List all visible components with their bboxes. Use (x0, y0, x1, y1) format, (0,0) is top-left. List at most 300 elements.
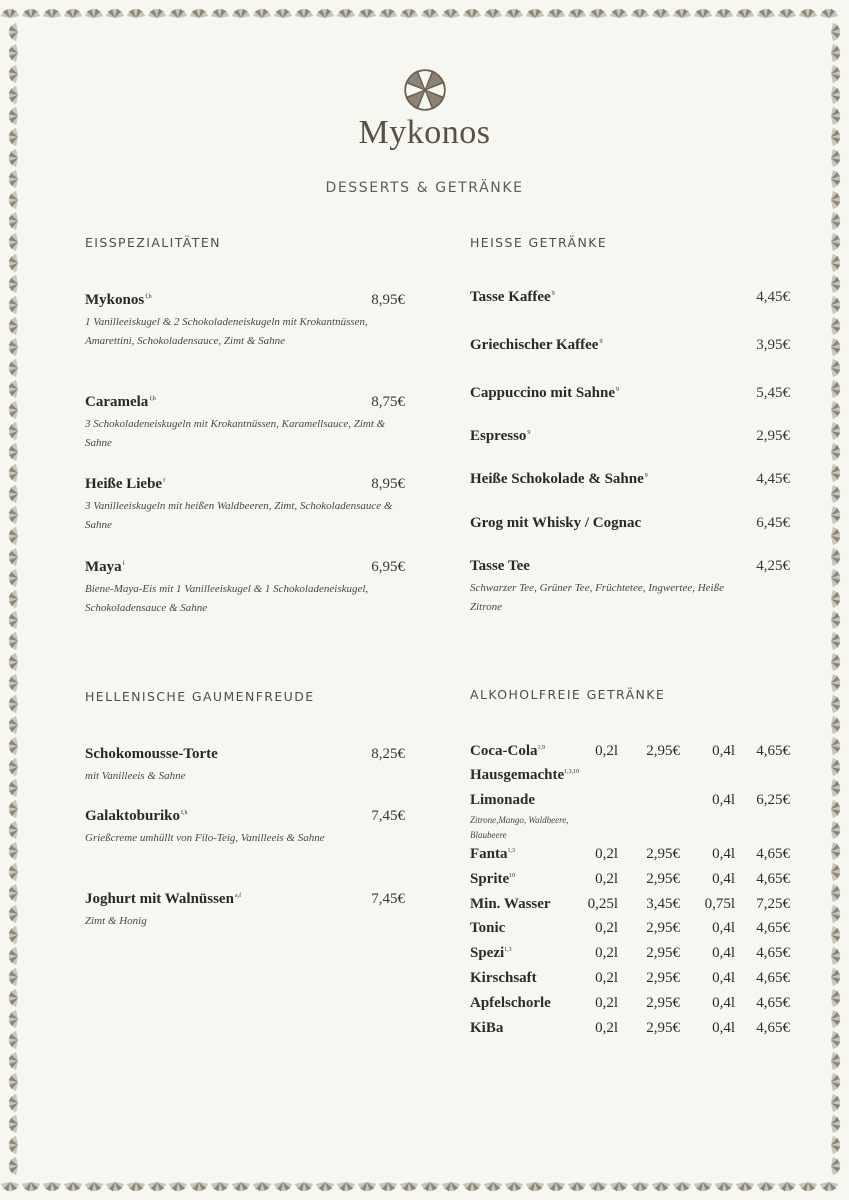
item-name: Heiße Liebe$^f$ (85, 476, 166, 492)
ornament-fan (9, 443, 21, 462)
ornament-fan (9, 44, 21, 63)
ornament-fan (9, 779, 21, 798)
section-title-eis: EISSPEZIALITÄTEN (85, 235, 221, 250)
ornament-fan (828, 863, 840, 882)
ornament-fan (400, 1179, 419, 1191)
large-price: 4,65€ (756, 945, 790, 961)
large-price: 4,65€ (756, 995, 790, 1011)
ornament-fan (828, 632, 840, 651)
ornament-fan (64, 9, 83, 21)
small-volume: 0,2l (595, 871, 618, 887)
ornament-fan (22, 9, 41, 21)
drink-name: KiBa (470, 1020, 504, 1036)
ornament-fan (9, 632, 21, 651)
drink-row (470, 846, 790, 868)
ornament-fan (828, 443, 840, 462)
ornament-fan (828, 212, 840, 231)
ornament-fan (715, 9, 734, 21)
small-volume: 0,2l (595, 743, 618, 759)
ornament-fan (442, 1179, 461, 1191)
large-volume: 0,4l (712, 871, 735, 887)
ornament-fan (799, 1179, 818, 1191)
large-volume: 0,4l (712, 970, 735, 986)
ornament-fan (828, 1157, 840, 1176)
ornament-fan (828, 422, 840, 441)
small-price: 3,45€ (646, 896, 680, 912)
drink-name: Limonade (470, 792, 536, 808)
large-volume: 0,4l (712, 1020, 735, 1036)
item-price: 4,25€ (756, 558, 790, 574)
ornament-fan (9, 275, 21, 294)
item-price: 7,45€ (371, 808, 405, 824)
ornament-fan (828, 548, 840, 567)
ornament-fan (43, 9, 62, 21)
ornament-fan (484, 9, 503, 21)
ornament-fan (22, 1179, 41, 1191)
ornament-fan (148, 9, 167, 21)
item-name: Mykonos$^{f,h}$ (85, 292, 152, 308)
item-name: Grog mit Whisky / Cognac (470, 515, 642, 531)
ornament-fan (828, 23, 840, 42)
ornament-fan (828, 1115, 840, 1134)
ornament-fan (253, 1179, 272, 1191)
large-price: 4,65€ (756, 846, 790, 862)
item-price: 8,95€ (371, 292, 405, 308)
ornament-fan (9, 884, 21, 903)
small-volume: 0,2l (595, 846, 618, 862)
ornament-fan (232, 9, 251, 21)
item-name: Tasse Kaffee$^9$ (470, 289, 555, 305)
ornament-fan (828, 821, 840, 840)
fan-medallion-icon (403, 68, 447, 112)
ornament-fan (232, 1179, 251, 1191)
item-description: 3 Schokoladeneiskugeln mit Krokantnüssen, Karamellsauce, Zimt & Sahne (85, 418, 386, 449)
allergen-codes: 9 (599, 339, 603, 345)
ornament-fan (799, 9, 818, 21)
ornament-fan (85, 1179, 104, 1191)
item-price: 8,25€ (371, 746, 405, 762)
large-volume: 0,75l (704, 896, 735, 912)
menu-item (85, 476, 405, 535)
ornament-fan (190, 1179, 209, 1191)
ornament-fan (9, 695, 21, 714)
ornament-fan (828, 926, 840, 945)
small-volume: 0,2l (595, 970, 618, 986)
ornament-fan (400, 9, 419, 21)
ornament-fan (757, 1179, 776, 1191)
ornament-fan (547, 9, 566, 21)
allergen-codes: f,h (149, 396, 156, 402)
ornament-fan (631, 9, 650, 21)
large-price: 7,25€ (756, 896, 790, 912)
drink-row (470, 1020, 790, 1042)
small-volume: 0,2l (595, 920, 618, 936)
ornament-fan (9, 1136, 21, 1155)
ornament-fan (828, 317, 840, 336)
ornament-fan (828, 737, 840, 756)
ornament-fan (9, 821, 21, 840)
ornament-fan (828, 968, 840, 987)
ornament-fan (778, 9, 797, 21)
ornament-fan (589, 9, 608, 21)
item-price: 6,95€ (371, 559, 405, 575)
large-volume: 0,4l (712, 945, 735, 961)
allergen-codes: 1,3 (504, 947, 512, 953)
item-name: Joghurt mit Walnüssen$^{a,f}$ (85, 891, 242, 907)
item-name: Galaktoburiko$^{f,h}$ (85, 808, 188, 824)
allergen-codes: 1,3 (507, 848, 515, 854)
small-volume: 0,2l (595, 995, 618, 1011)
small-price: 2,95€ (646, 920, 680, 936)
ornament-fan (828, 1136, 840, 1155)
item-price: 4,45€ (756, 471, 790, 487)
ornament-fan (9, 359, 21, 378)
allergen-codes: 1,3,10 (564, 769, 580, 775)
item-name: Schokomousse-Torte (85, 746, 218, 762)
ornament-fan (9, 1073, 21, 1092)
bottom-ornament-border (0, 1178, 849, 1200)
item-price: 5,45€ (756, 385, 790, 401)
ornament-fan (9, 1052, 21, 1071)
ornament-fan (106, 9, 125, 21)
drink-name: Kirschsaft (470, 970, 537, 986)
ornament-fan (828, 296, 840, 315)
ornament-fan (828, 611, 840, 630)
ornament-fan (828, 947, 840, 966)
large-price: 4,65€ (756, 743, 790, 759)
ornament-fan (828, 653, 840, 672)
ornament-fan (828, 590, 840, 609)
item-description: Schwarzer Tee, Grüner Tee, Früchtetee, Ingwertee, Heiße Zitrone (470, 582, 724, 613)
ornament-fan (9, 548, 21, 567)
ornament-fan (828, 989, 840, 1008)
ornament-fan (9, 1031, 21, 1050)
large-volume: 0,4l (712, 743, 735, 759)
ornament-fan (9, 485, 21, 504)
drink-row (470, 871, 790, 893)
ornament-fan (828, 716, 840, 735)
menu-item (470, 471, 790, 488)
large-price: 4,65€ (756, 920, 790, 936)
ornament-fan (828, 884, 840, 903)
ornament-fan (828, 254, 840, 273)
ornament-fan (652, 1179, 671, 1191)
ornament-fan (828, 1010, 840, 1029)
item-name: Espresso$^9$ (470, 428, 531, 444)
section-title-cold: ALKOHOLFREIE GETRÄNKE (470, 687, 666, 702)
ornament-fan (274, 9, 293, 21)
ornament-fan (828, 800, 840, 819)
menu-item (470, 428, 790, 445)
drink-name: Spezi$^{1,3}$ (470, 945, 512, 961)
drink-row (470, 920, 790, 942)
item-description: mit Vanilleeis & Sahne (85, 770, 186, 782)
item-price: 3,95€ (756, 337, 790, 353)
brand-name: Mykonos (358, 114, 491, 151)
ornament-fan (828, 1031, 840, 1050)
ornament-fan (9, 422, 21, 441)
item-name: Tasse Tee (470, 558, 530, 574)
ornament-fan (9, 506, 21, 525)
item-name: Maya$^f$ (85, 559, 125, 575)
menu-item (85, 746, 405, 786)
ornament-fan (9, 1094, 21, 1113)
allergen-codes: f (122, 561, 125, 567)
allergen-codes: 9 (644, 473, 648, 479)
menu-item (85, 559, 405, 618)
ornament-fan (568, 9, 587, 21)
menu-item (85, 394, 405, 453)
item-name: Heiße Schokolade & Sahne$^9$ (470, 471, 648, 487)
ornament-fan (828, 1094, 840, 1113)
ornament-fan (828, 1052, 840, 1071)
ornament-fan (828, 758, 840, 777)
ornament-fan (568, 1179, 587, 1191)
menu-item (470, 515, 790, 532)
ornament-fan (9, 611, 21, 630)
menu-item (85, 808, 405, 848)
ornament-fan (673, 1179, 692, 1191)
ornament-fan (828, 338, 840, 357)
menu-item (470, 385, 790, 402)
ornament-fan (505, 9, 524, 21)
ornament-fan (828, 506, 840, 525)
large-volume: 0,4l (712, 846, 735, 862)
small-price: 2,95€ (646, 871, 680, 887)
item-description: 3 Vanilleeiskugeln mit heißen Waldbeeren, Zimt, Schokoladensauce & Sahne (85, 500, 393, 531)
large-price: 6,25€ (756, 792, 790, 808)
ornament-fan (9, 968, 21, 987)
ornament-fan (274, 1179, 293, 1191)
item-description: Grießcreme umhüllt von Filo-Teig, Vanilleeis & Sahne (85, 832, 325, 844)
ornament-fan (828, 485, 840, 504)
ornament-fan (9, 800, 21, 819)
allergen-codes: 10 (509, 873, 516, 879)
ornament-fan (358, 1179, 377, 1191)
allergen-codes: 9 (527, 430, 531, 436)
item-price: 8,75€ (371, 394, 405, 410)
section-title-hellenic: HELLENISCHE GAUMENFREUDE (85, 689, 315, 704)
lemonade-flavors: Zitrone,Mango, Waldbeere, Blaubeere (470, 815, 569, 840)
ornament-fan (9, 947, 21, 966)
menu-item (85, 891, 405, 931)
small-price: 2,95€ (646, 995, 680, 1011)
section-title-hot: HEISSE GETRÄNKE (470, 235, 608, 250)
drink-name: Apfelschorle (470, 995, 551, 1011)
ornament-fan (85, 9, 104, 21)
ornament-fan (9, 317, 21, 336)
ornament-fan (828, 674, 840, 693)
ornament-fan (9, 380, 21, 399)
ornament-fan (9, 842, 21, 861)
small-price: 2,95€ (646, 945, 680, 961)
drink-name: Min. Wasser (470, 896, 551, 912)
ornament-fan (148, 1179, 167, 1191)
ornament-fan (295, 1179, 314, 1191)
menu-item (470, 337, 790, 354)
drink-row (470, 995, 790, 1017)
ornament-fan (757, 9, 776, 21)
ornament-fan (828, 527, 840, 546)
ornament-fan (610, 9, 629, 21)
brand-header (0, 68, 849, 152)
ornament-fan (828, 359, 840, 378)
allergen-codes: f,h (145, 294, 152, 300)
ornament-fan (316, 1179, 335, 1191)
ornament-fan (9, 401, 21, 420)
large-volume: 0,4l (712, 995, 735, 1011)
ornament-fan (526, 9, 545, 21)
ornament-fan (505, 1179, 524, 1191)
ornament-fan (526, 1179, 545, 1191)
small-volume: 0,25l (587, 896, 618, 912)
allergen-codes: 9 (616, 387, 620, 393)
item-name: Cappuccino mit Sahne$^9$ (470, 385, 620, 401)
small-price: 2,95€ (646, 1020, 680, 1036)
item-price: 6,45€ (756, 515, 790, 531)
allergen-codes: 9 (551, 291, 555, 297)
ornament-fan (828, 233, 840, 252)
allergen-codes: 1,9 (537, 745, 545, 751)
ornament-fan (9, 1010, 21, 1029)
ornament-fan (106, 1179, 125, 1191)
ornament-fan (127, 9, 146, 21)
item-price: 2,95€ (756, 428, 790, 444)
ornament-fan (9, 716, 21, 735)
ornament-fan (673, 9, 692, 21)
ornament-fan (778, 1179, 797, 1191)
ornament-fan (547, 1179, 566, 1191)
ornament-fan (9, 254, 21, 273)
ornament-fan (211, 9, 230, 21)
large-price: 4,65€ (756, 1020, 790, 1036)
ornament-fan (736, 9, 755, 21)
item-name: Caramela$^{f,h}$ (85, 394, 156, 410)
ornament-fan (442, 9, 461, 21)
ornament-fan (127, 1179, 146, 1191)
ornament-fan (589, 1179, 608, 1191)
drink-row (470, 743, 790, 765)
ornament-fan (828, 380, 840, 399)
large-price: 4,65€ (756, 871, 790, 887)
ornament-fan (253, 9, 272, 21)
ornament-fan (736, 1179, 755, 1191)
item-description: Zimt & Honig (85, 915, 147, 927)
ornament-fan (828, 779, 840, 798)
small-price: 2,95€ (646, 743, 680, 759)
ornament-fan (379, 1179, 398, 1191)
ornament-fan (828, 401, 840, 420)
drink-name: Tonic (470, 920, 506, 936)
ornament-fan (484, 1179, 503, 1191)
ornament-fan (828, 44, 840, 63)
ornament-fan (211, 1179, 230, 1191)
ornament-fan (337, 9, 356, 21)
ornament-fan (715, 1179, 734, 1191)
ornament-fan (828, 842, 840, 861)
ornament-fan (9, 590, 21, 609)
drink-row (470, 970, 790, 992)
item-price: 7,45€ (371, 891, 405, 907)
menu-item (470, 289, 790, 306)
ornament-fan (43, 1179, 62, 1191)
ornament-fan (9, 758, 21, 777)
item-description: Biene-Maya-Eis mit 1 Vanilleeiskugel & 1 Schokoladeneiskugel, Schokoladensauce & Sahne (85, 583, 369, 614)
ornament-fan (610, 1179, 629, 1191)
ornament-fan (9, 527, 21, 546)
ornament-fan (9, 926, 21, 945)
ornament-fan (828, 275, 840, 294)
drink-row (470, 767, 790, 789)
ornament-fan (828, 464, 840, 483)
ornament-fan (652, 9, 671, 21)
ornament-fan (828, 569, 840, 588)
allergen-codes: f (163, 478, 166, 484)
top-ornament-border (0, 0, 849, 22)
ornament-fan (828, 695, 840, 714)
drink-row (470, 945, 790, 967)
ornament-fan (421, 1179, 440, 1191)
ornament-fan (463, 9, 482, 21)
drink-name: Fanta$^{1,3}$ (470, 846, 515, 862)
ornament-fan (64, 1179, 83, 1191)
ornament-fan (694, 1179, 713, 1191)
ornament-fan (9, 1115, 21, 1134)
page-subtitle: DESSERTS & GETRÄNKE (325, 180, 524, 196)
drink-row (470, 792, 790, 814)
ornament-fan (316, 9, 335, 21)
drink-name: Sprite$^{10}$ (470, 871, 516, 887)
ornament-fan (295, 9, 314, 21)
ornament-fan (9, 569, 21, 588)
large-price: 4,65€ (756, 970, 790, 986)
drink-name: Coca-Cola$^{1,9}$ (470, 743, 545, 759)
large-volume: 0,4l (712, 920, 735, 936)
drink-row (470, 896, 790, 918)
ornament-fan (421, 9, 440, 21)
ornament-fan (169, 9, 188, 21)
ornament-fan (694, 9, 713, 21)
drink-name: Hausgemachte$^{1,3,10}$ (470, 767, 580, 783)
small-price: 2,95€ (646, 846, 680, 862)
ornament-fan (9, 1157, 21, 1176)
large-volume: 0,4l (712, 792, 735, 808)
ornament-fan (828, 1073, 840, 1092)
ornament-fan (190, 9, 209, 21)
ornament-fan (9, 863, 21, 882)
allergen-codes: f,h (181, 810, 188, 816)
item-description: 1 Vanilleeiskugel & 2 Schokoladeneiskugeln mit Krokantnüssen, Amarettini, Schokoladensauce, Zimt & Sahne (85, 316, 368, 347)
ornament-fan (379, 9, 398, 21)
item-price: 8,95€ (371, 476, 405, 492)
allergen-codes: a,f (234, 893, 242, 899)
ornament-fan (9, 338, 21, 357)
ornament-fan (9, 212, 21, 231)
menu-item (85, 292, 405, 351)
ornament-fan (9, 737, 21, 756)
ornament-fan (9, 23, 21, 42)
small-volume: 0,2l (595, 1020, 618, 1036)
ornament-fan (9, 989, 21, 1008)
ornament-fan (9, 464, 21, 483)
ornament-fan (169, 1179, 188, 1191)
small-price: 2,95€ (646, 970, 680, 986)
ornament-fan (631, 1179, 650, 1191)
item-price: 4,45€ (756, 289, 790, 305)
ornament-fan (9, 296, 21, 315)
ornament-fan (9, 905, 21, 924)
ornament-fan (9, 233, 21, 252)
